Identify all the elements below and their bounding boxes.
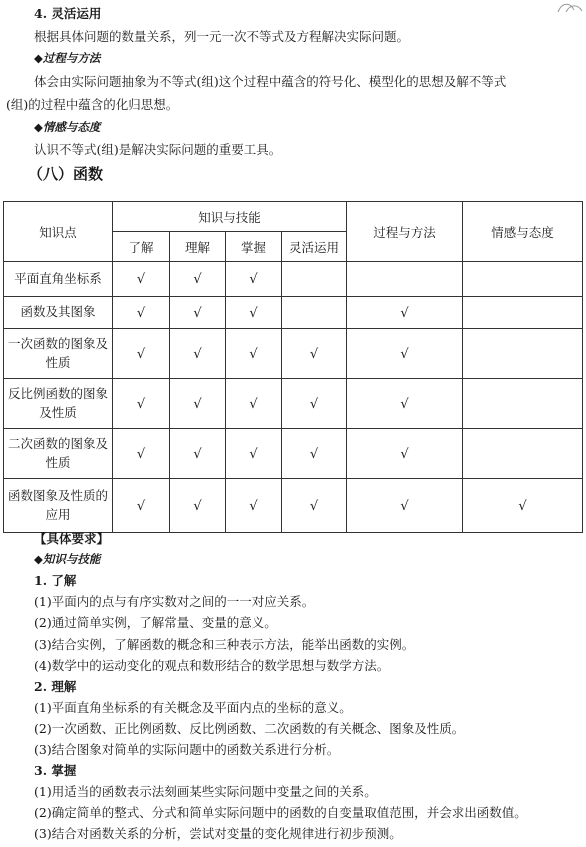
check-mark: √	[193, 446, 202, 462]
table-row	[4, 479, 583, 533]
mark-cell	[282, 329, 347, 379]
text-line: 【具体要求】	[34, 531, 110, 546]
mark-cell	[226, 429, 282, 479]
check-mark: √	[249, 446, 258, 462]
mark-cell	[113, 329, 170, 379]
text-line: 1. 了解	[34, 573, 77, 589]
check-mark: √	[400, 498, 409, 514]
check-mark: √	[400, 446, 409, 462]
check-mark: √	[193, 305, 202, 321]
check-mark: √	[400, 305, 409, 321]
mark-cell	[226, 262, 282, 297]
text-line: 2. 理解	[34, 678, 77, 694]
mark-cell	[170, 262, 226, 297]
header-knowledge-skill: 知识与技能	[113, 202, 347, 232]
corner-logo-icon	[556, 0, 584, 14]
table-row	[4, 262, 583, 297]
header-process-method: 过程与方法	[347, 202, 463, 262]
text-line: 体会由实际问题抽象为不等式(组)这个过程中蕴含的符号化、模型化的思想及解不等式	[34, 74, 507, 90]
text-line: (1)用适当的函数表示法刻画某些实际问题中变量之间的关系。	[34, 784, 377, 800]
table-row	[4, 379, 583, 429]
knowledge-point-cell: 函数及其图象	[4, 297, 113, 329]
mark-cell	[226, 297, 282, 329]
check-mark: √	[193, 396, 202, 412]
text-line: 3. 掌握	[34, 763, 77, 779]
check-mark: √	[249, 346, 258, 362]
text-line: (3)结合对函数关系的分析，尝试对变量的变化规律进行初步预测。	[34, 826, 402, 842]
table-body	[4, 262, 583, 533]
mark-cell	[226, 479, 282, 533]
check-mark: √	[136, 396, 146, 412]
text-line: (组)的过程中蕴含的化归思想。	[6, 96, 179, 112]
mark-cell	[113, 429, 170, 479]
table-row	[4, 329, 583, 379]
text-line: (1)平面直角坐标系的有关概念及平面内点的坐标的意义。	[34, 699, 352, 715]
check-mark: √	[136, 346, 146, 362]
header-emotion-attitude: 情感与态度	[463, 202, 583, 262]
text-line: （八）函数	[28, 164, 104, 183]
mark-cell	[113, 379, 170, 429]
text-line: ◆情感与态度	[34, 119, 101, 134]
mark-cell	[347, 297, 463, 329]
mark-cell	[113, 262, 170, 297]
mark-cell	[463, 479, 583, 533]
knowledge-point-cell: 反比例函数的图象及性质	[4, 379, 113, 429]
check-mark: √	[309, 396, 319, 412]
mark-cell	[226, 329, 282, 379]
mark-cell	[282, 379, 347, 429]
text-line: (2)一次函数、正比例函数、反比例函数、二次函数的有关概念、图象及性质。	[34, 720, 465, 736]
text-line: (1)平面内的点与有序实数对之间的一一对应关系。	[34, 594, 315, 610]
check-mark: √	[309, 498, 319, 514]
text-line: ◆知识与技能	[34, 552, 101, 567]
check-mark: √	[193, 346, 202, 362]
text-line: 4. 灵活运用	[34, 6, 102, 21]
text-line: (2)确定简单的整式、分式和简单实际问题中的函数的自变量取值范围，并会求出函数值。	[34, 805, 527, 821]
mark-cell	[463, 429, 583, 479]
subheader-understand-basic: 了解	[113, 232, 170, 262]
mark-cell	[170, 297, 226, 329]
check-mark: √	[136, 305, 146, 321]
mark-cell	[113, 297, 170, 329]
check-mark: √	[249, 305, 258, 321]
mark-cell	[170, 429, 226, 479]
check-mark: √	[249, 396, 258, 412]
mark-cell	[113, 479, 170, 533]
check-mark: √	[136, 272, 146, 287]
mark-cell	[170, 379, 226, 429]
check-mark: √	[518, 498, 527, 514]
check-mark: √	[249, 498, 258, 514]
function-knowledge-table	[3, 201, 583, 533]
mark-cell	[463, 297, 583, 329]
mark-cell	[347, 262, 463, 297]
text-line: (3)结合图象对简单的实际问题中的函数关系进行分析。	[34, 742, 340, 757]
mark-cell	[463, 329, 583, 379]
mark-cell	[347, 479, 463, 533]
check-mark: √	[400, 396, 409, 412]
mark-cell	[347, 379, 463, 429]
check-mark: √	[249, 272, 258, 287]
mark-cell	[347, 329, 463, 379]
text-line: 认识不等式(组)是解决实际问题的重要工具。	[34, 142, 282, 158]
text-line: 根据具体问题的数量关系，列一元一次不等式及方程解决实际问题。	[34, 28, 410, 44]
check-mark: √	[193, 272, 202, 287]
mark-cell	[282, 297, 347, 329]
check-mark: √	[136, 446, 146, 462]
knowledge-point-cell: 一次函数的图象及性质	[4, 329, 113, 379]
check-mark: √	[136, 498, 146, 514]
mark-cell	[282, 479, 347, 533]
table-row	[4, 429, 583, 479]
knowledge-point-cell: 二次函数的图象及性质	[4, 429, 113, 479]
text-line: ◆过程与方法	[34, 51, 101, 66]
mark-cell	[463, 262, 583, 297]
knowledge-point-cell: 平面直角坐标系	[4, 262, 113, 297]
check-mark: √	[309, 346, 319, 362]
text-line: (3)结合实例，了解函数的概念和三种表示方法，能举出函数的实例。	[34, 636, 415, 652]
knowledge-point-cell: 函数图象及性质的应用	[4, 479, 113, 533]
check-mark: √	[193, 498, 202, 514]
mark-cell	[170, 479, 226, 533]
text-line: (2)通过简单实例，了解常量、变量的意义。	[34, 615, 277, 631]
mark-cell	[347, 429, 463, 479]
mark-cell	[463, 379, 583, 429]
mark-cell	[170, 329, 226, 379]
subheader-comprehend: 理解	[170, 232, 226, 262]
mark-cell	[282, 262, 347, 297]
subheader-master: 掌握	[226, 232, 282, 262]
mark-cell	[226, 379, 282, 429]
mark-cell	[282, 429, 347, 479]
text-line: (4)数学中的运动变化的观点和数形结合的数学思想与数学方法。	[34, 657, 390, 673]
check-mark: √	[309, 446, 319, 462]
header-knowledge-point: 知识点	[4, 202, 113, 262]
table-row	[4, 297, 583, 329]
subheader-flexible-apply: 灵活运用	[282, 232, 347, 262]
check-mark: √	[400, 346, 409, 362]
